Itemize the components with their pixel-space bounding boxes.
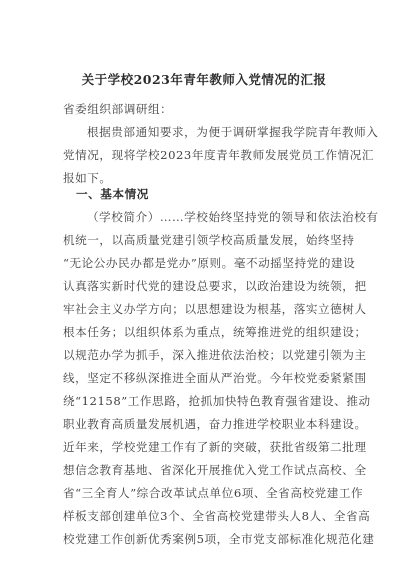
body-line-4: 认真落实新时代党的建设总要求，以政治建设为统领，把 bbox=[63, 279, 367, 293]
body-line-2: 机统一，以高质量党建引领学校高质量发展，始终坚持 bbox=[63, 233, 355, 247]
addressee-line: 省委组织部调研组： bbox=[63, 102, 173, 116]
body-line-6: 根本任务；以组织体系为重点，统筹推进党的组织建设； bbox=[63, 325, 367, 339]
body-line-15: 校党建工作创新优秀案例5项，全市党支部标准化规范化建 bbox=[63, 532, 375, 546]
body-line-12: 想信念教育基地、省深化开展推优入党工作试点高校、全 bbox=[63, 463, 367, 477]
section-heading: 一、基本情况 bbox=[76, 187, 149, 201]
body-line-13: 省“三全育人”综合改革试点单位6项、全省高校党建工作 bbox=[63, 486, 364, 500]
body-line-5: 牢社会主义办学方向；以思想建设为根基，落实立德树人 bbox=[63, 302, 367, 316]
body-line-9: 绕“12158”工作思路，抢抓加快特色教育强省建设、推动 bbox=[63, 394, 371, 408]
body-line-11: 近年来，学校党建工作有了新的突破，获批省级第二批理 bbox=[63, 440, 367, 454]
body-line-14: 样板支部创建单位3个、全省高校党建带头人8人、全省高 bbox=[63, 509, 371, 523]
body-line-7: 以规范办学为抓手，深入推进依法治校；以党建引领为主 bbox=[63, 348, 367, 362]
intro-line-3: 报如下。 bbox=[63, 171, 112, 185]
body-line-1: （学校简介）……学校始终坚持党的领导和依法治校有 bbox=[87, 210, 379, 224]
intro-line-2: 党情况，现将学校2023年度青年教师发展党员工作情况汇 bbox=[63, 148, 375, 162]
intro-line-1: 根据贵部通知要求，为便于调研掌握我学院青年教师入 bbox=[87, 125, 379, 139]
body-line-8: 线，坚定不移纵深推进全面从严治党。今年校党委紧紧围 bbox=[63, 371, 367, 385]
body-line-10: 职业教育高质量发展机遇，奋力推进学校职业本科建设。 bbox=[63, 417, 367, 431]
document-title: 关于学校2023年青年教师入党情况的汇报 bbox=[81, 72, 327, 87]
body-line-3: “无论公办民办都是党办”原则。毫不动摇坚持党的建设 bbox=[63, 256, 356, 270]
